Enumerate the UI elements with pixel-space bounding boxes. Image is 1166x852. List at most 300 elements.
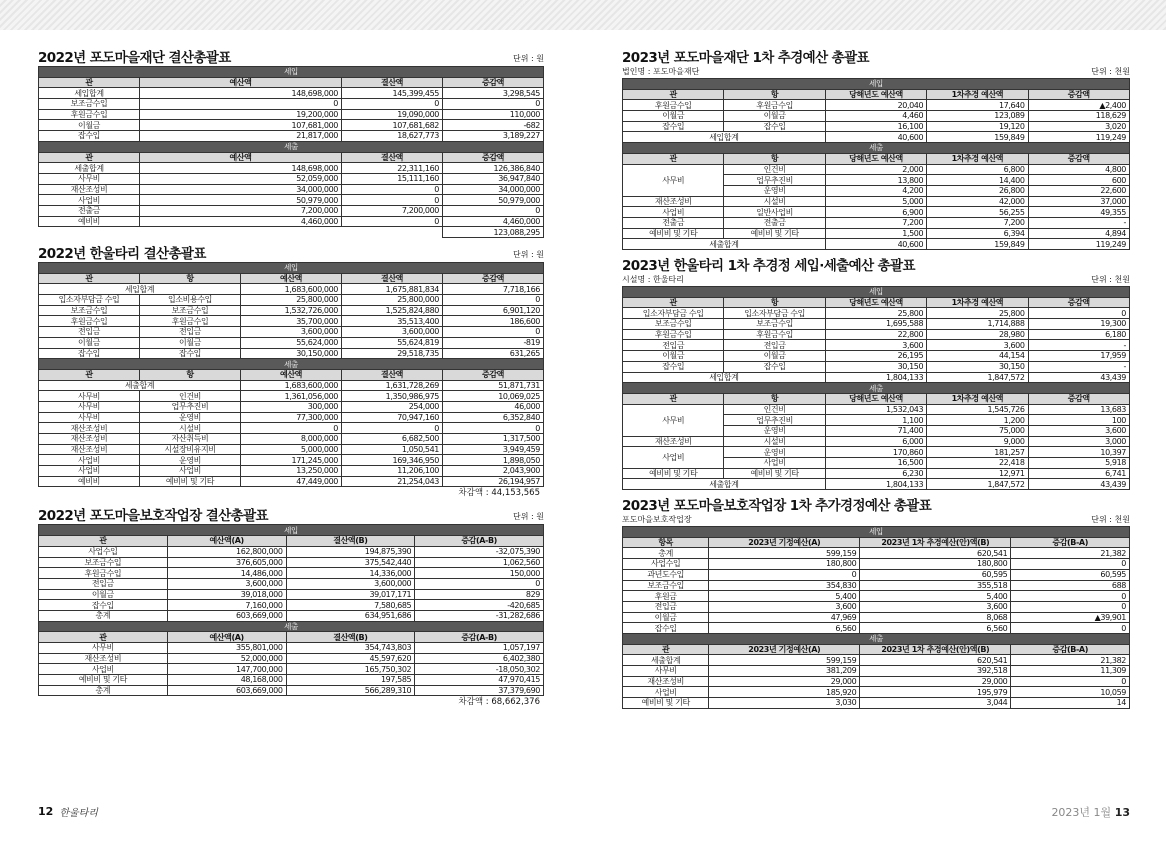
table-cell: 0 bbox=[443, 295, 544, 306]
column-header: 증감(A-B) bbox=[415, 632, 544, 643]
table-cell: 60,595 bbox=[1011, 569, 1130, 580]
table-row bbox=[623, 228, 1130, 239]
table-cell: - bbox=[1028, 361, 1129, 372]
table-cell: 후원금수입 bbox=[39, 109, 140, 120]
hanultari-logo: 한울타리 bbox=[59, 808, 98, 819]
column-header: 관 bbox=[623, 153, 724, 164]
table-cell: 9,000 bbox=[927, 436, 1028, 447]
table-cell: 48,168,000 bbox=[167, 675, 286, 686]
table-cell: 7,580,685 bbox=[286, 600, 415, 611]
table-cell: 40,600 bbox=[825, 132, 926, 143]
table-row bbox=[39, 337, 544, 348]
table-cell: 10,059 bbox=[1011, 687, 1130, 698]
table-cell: 사무비 bbox=[39, 643, 168, 654]
table-cell: 13,683 bbox=[1028, 404, 1129, 415]
table-cell: 예비비 및 기타 bbox=[623, 698, 709, 709]
table-cell: 사업수입 bbox=[39, 546, 168, 557]
table-cell: 사업비 bbox=[623, 447, 724, 468]
band-cell: 세입 bbox=[623, 79, 1130, 90]
table-cell: 7,200,000 bbox=[342, 205, 443, 216]
table-cell: - bbox=[1028, 217, 1129, 228]
table-cell: 재산조성비 bbox=[39, 444, 140, 455]
table-cell: 186,600 bbox=[443, 316, 544, 327]
table-cell: 107,681,000 bbox=[140, 120, 342, 131]
table-cell: 26,195 bbox=[825, 351, 926, 362]
table-cell: 7,200,000 bbox=[140, 205, 342, 216]
table-cell: 71,400 bbox=[825, 425, 926, 436]
institution-label: 포도마을보호작업장 bbox=[622, 515, 692, 525]
table-cell: 보조금수입 bbox=[623, 580, 709, 591]
table-cell: 603,669,000 bbox=[167, 610, 286, 621]
table-cell: 42,000 bbox=[927, 196, 1028, 207]
table-cell: 0 bbox=[1011, 559, 1130, 570]
table-cell: 354,743,803 bbox=[286, 643, 415, 654]
table-row bbox=[39, 284, 544, 295]
table-cell: 세입합계 bbox=[39, 88, 140, 99]
section-band-row bbox=[623, 633, 1130, 644]
table-cell: 6,000 bbox=[825, 436, 926, 447]
table-cell: 22,800 bbox=[825, 329, 926, 340]
table-cell: 0 bbox=[1028, 308, 1129, 319]
column-header: 예산액(A) bbox=[167, 632, 286, 643]
table-cell: 100 bbox=[1028, 415, 1129, 426]
table-row bbox=[39, 88, 544, 99]
table-cell: 355,801,000 bbox=[167, 643, 286, 654]
table-cell: 3,600 bbox=[860, 601, 1011, 612]
table-cell: 60,595 bbox=[860, 569, 1011, 580]
table-cell: 보조금수입 bbox=[623, 319, 724, 330]
table-row bbox=[39, 675, 544, 686]
table-cell: 운영비 bbox=[724, 425, 825, 436]
table-cell: 6,741 bbox=[1028, 468, 1129, 479]
band-cell: 세출 bbox=[39, 141, 544, 152]
table-cell: 0 bbox=[342, 216, 443, 227]
table-cell: 147,700,000 bbox=[167, 664, 286, 675]
table-cell: 392,518 bbox=[860, 666, 1011, 677]
unit-label: 단위 : 원 bbox=[513, 54, 544, 63]
table-cell: 1,675,881,834 bbox=[342, 284, 443, 295]
table-cell: 254,000 bbox=[342, 401, 443, 412]
table-cell: 사무비 bbox=[39, 173, 140, 184]
table-row bbox=[623, 111, 1130, 122]
table-cell: 입소자부담금 수입 bbox=[724, 308, 825, 319]
table-cell: 예비비 및 기타 bbox=[39, 675, 168, 686]
table-cell: 123,088,295 bbox=[443, 227, 544, 238]
section-meta-row bbox=[622, 274, 1130, 286]
table-cell: 예비비 및 기타 bbox=[724, 468, 825, 479]
column-header: 1차추경 예산액 bbox=[927, 393, 1028, 404]
table-cell: 6,900 bbox=[825, 207, 926, 218]
header-row bbox=[623, 393, 1130, 404]
band-cell: 세출 bbox=[623, 633, 1130, 644]
table-cell: 55,624,000 bbox=[241, 337, 342, 348]
section-band-row bbox=[39, 141, 544, 152]
table-cell: 예비비 및 기타 bbox=[623, 468, 724, 479]
section-title: 2022년 포도마을재단 결산총괄표 bbox=[38, 50, 231, 66]
table-cell: 0 bbox=[443, 99, 544, 110]
table-row bbox=[623, 308, 1130, 319]
table-cell: 잡수입 bbox=[39, 600, 168, 611]
table-row bbox=[623, 569, 1130, 580]
table-cell: 30,150 bbox=[825, 361, 926, 372]
table-cell: 4,460,000 bbox=[443, 216, 544, 227]
table-cell: 22,311,160 bbox=[342, 163, 443, 174]
table-cell: 634,951,686 bbox=[286, 610, 415, 621]
section-title: 2023년 포도마을보호작업장 1차 추가경정예산 총괄표 bbox=[622, 498, 932, 515]
table-row bbox=[39, 412, 544, 423]
table-row bbox=[39, 423, 544, 434]
table-cell: 4,200 bbox=[825, 185, 926, 196]
column-header: 증감액 bbox=[1028, 89, 1129, 100]
table-row bbox=[623, 217, 1130, 228]
column-header: 1차추경 예산액 bbox=[927, 297, 1028, 308]
table-cell: 세출합계 bbox=[623, 655, 709, 666]
column-header: 항 bbox=[724, 393, 825, 404]
band-cell: 세입 bbox=[623, 287, 1130, 298]
table-cell: 1,050,541 bbox=[342, 444, 443, 455]
table-cell: 6,560 bbox=[860, 623, 1011, 634]
table-cell: 829 bbox=[415, 589, 544, 600]
unit-label: 단위 : 원 bbox=[513, 512, 544, 522]
table-cell: 1,525,824,880 bbox=[342, 305, 443, 316]
table-cell: 126,386,840 bbox=[443, 163, 544, 174]
table-cell: 인건비 bbox=[724, 164, 825, 175]
header-row bbox=[39, 77, 544, 88]
table-row bbox=[623, 623, 1130, 634]
table-cell: 123,089 bbox=[927, 111, 1028, 122]
table-cell: 19,200,000 bbox=[140, 109, 342, 120]
table-cell: 14 bbox=[1011, 698, 1130, 709]
table-cell: 6,901,120 bbox=[443, 305, 544, 316]
table-row bbox=[39, 568, 544, 579]
table-cell: 사업비 bbox=[39, 195, 140, 206]
table-cell: 0 bbox=[443, 205, 544, 216]
section-band-row bbox=[623, 527, 1130, 538]
table-cell: 이월금 bbox=[724, 111, 825, 122]
table-row bbox=[39, 455, 544, 466]
table-cell: 보조금수입 bbox=[140, 305, 241, 316]
table-row bbox=[39, 653, 544, 664]
table-row bbox=[623, 687, 1130, 698]
column-header: 2023년 기정예산(A) bbox=[709, 537, 860, 548]
table-cell: 세입합계 bbox=[623, 372, 826, 383]
table-cell: 40,600 bbox=[825, 239, 926, 250]
table-cell: 6,180 bbox=[1028, 329, 1129, 340]
table-cell: 잡수입 bbox=[623, 623, 709, 634]
table-cell: 사무비 bbox=[39, 391, 140, 402]
left-page-footer bbox=[38, 804, 98, 819]
table-cell: 1,100 bbox=[825, 415, 926, 426]
column-header: 2023년 1차 추경예산(안)액(B) bbox=[860, 644, 1011, 655]
table-row bbox=[39, 163, 544, 174]
column-header: 증감액 bbox=[1028, 297, 1129, 308]
table-cell: 21,254,043 bbox=[342, 476, 443, 487]
table-cell: 0 bbox=[443, 327, 544, 338]
section-title: 2023년 한울타리 1차 추경정 세입·세출예산 총괄표 bbox=[622, 258, 915, 274]
table-row bbox=[623, 612, 1130, 623]
table-cell: 26,800 bbox=[927, 185, 1028, 196]
column-header: 예산액 bbox=[241, 369, 342, 380]
table-cell: -18,050,302 bbox=[415, 664, 544, 675]
table-cell: 전출금 bbox=[623, 217, 724, 228]
section-meta-row bbox=[622, 514, 1130, 526]
column-header: 당해년도 예산액 bbox=[825, 153, 926, 164]
section-title-row bbox=[38, 240, 544, 262]
table-cell: 6,394 bbox=[927, 228, 1028, 239]
table-cell: 1,683,600,000 bbox=[241, 284, 342, 295]
table-row bbox=[39, 173, 544, 184]
table-cell: 3,044 bbox=[860, 698, 1011, 709]
column-header: 당해년도 예산액 bbox=[825, 89, 926, 100]
table-cell: 예비비 bbox=[39, 216, 140, 227]
table-cell: 이월금 bbox=[39, 120, 140, 131]
table-cell: 6,800 bbox=[927, 164, 1028, 175]
table-cell: 6,230 bbox=[825, 468, 926, 479]
table-cell: 19,090,000 bbox=[342, 109, 443, 120]
column-header: 1차추경 예산액 bbox=[927, 89, 1028, 100]
column-header: 예산액(A) bbox=[167, 536, 286, 547]
table-row bbox=[623, 580, 1130, 591]
table-cell: 이월금 bbox=[623, 111, 724, 122]
header-row bbox=[623, 537, 1130, 548]
section-band-row bbox=[623, 79, 1130, 90]
table-cell: 4,460 bbox=[825, 111, 926, 122]
table-cell: 0 bbox=[342, 423, 443, 434]
right-page-column bbox=[622, 44, 1130, 711]
table-cell: 22,418 bbox=[927, 458, 1028, 469]
column-header: 항목 bbox=[623, 537, 709, 548]
table-cell: 전출금 bbox=[39, 205, 140, 216]
table-cell: 예비비 및 기타 bbox=[140, 476, 241, 487]
column-header: 예산액 bbox=[140, 77, 342, 88]
table-cell: 16,500 bbox=[825, 458, 926, 469]
table-cell: 51,871,731 bbox=[443, 380, 544, 391]
column-header: 증감액 bbox=[443, 77, 544, 88]
table-row bbox=[39, 348, 544, 359]
table-cell: 5,000 bbox=[825, 196, 926, 207]
table-row bbox=[623, 404, 1130, 415]
table-cell: 재산조성비 bbox=[623, 676, 709, 687]
table-cell: 52,059,000 bbox=[140, 173, 342, 184]
table-cell: 사업비 bbox=[39, 664, 168, 675]
table-row bbox=[623, 164, 1130, 175]
table-row bbox=[39, 444, 544, 455]
table-cell: 688 bbox=[1011, 580, 1130, 591]
table-cell: 107,681,682 bbox=[342, 120, 443, 131]
table-cell: 업무추진비 bbox=[724, 175, 825, 186]
table-cell: 34,000,000 bbox=[140, 184, 342, 195]
table-cell: 12,971 bbox=[927, 468, 1028, 479]
table-cell: 28,980 bbox=[927, 329, 1028, 340]
budget-section bbox=[38, 44, 544, 238]
header-row bbox=[623, 89, 1130, 100]
table-cell: 1,350,986,975 bbox=[342, 391, 443, 402]
table-cell: 19,300 bbox=[1028, 319, 1129, 330]
table-cell: 47,969 bbox=[709, 612, 860, 623]
budget-table bbox=[38, 262, 544, 487]
table-cell: 예비비 bbox=[39, 476, 140, 487]
section-band-row bbox=[39, 525, 544, 536]
table-cell: 34,000,000 bbox=[443, 184, 544, 195]
table-cell: 603,669,000 bbox=[167, 685, 286, 696]
table-cell: 세출합계 bbox=[39, 163, 140, 174]
table-cell: 운영비 bbox=[724, 447, 825, 458]
table-cell: 사업비 bbox=[724, 458, 825, 469]
table-row bbox=[623, 372, 1130, 383]
table-cell: 사업비 bbox=[623, 687, 709, 698]
budget-table bbox=[622, 286, 1130, 490]
table-row bbox=[39, 305, 544, 316]
table-cell: 예비비 및 기타 bbox=[623, 228, 724, 239]
table-row bbox=[623, 436, 1130, 447]
budget-table bbox=[622, 78, 1130, 250]
table-cell: 119,249 bbox=[1028, 239, 1129, 250]
table-cell: 37,000 bbox=[1028, 196, 1129, 207]
band-cell: 세출 bbox=[623, 143, 1130, 154]
table-cell: 잡수입 bbox=[140, 348, 241, 359]
table-cell: 사업수입 bbox=[623, 559, 709, 570]
table-cell: 29,518,735 bbox=[342, 348, 443, 359]
column-header: 결산액(B) bbox=[286, 632, 415, 643]
table-cell: 후원금수입 bbox=[140, 316, 241, 327]
table-row bbox=[39, 546, 544, 557]
table-row bbox=[39, 120, 544, 131]
table-cell: 21,817,000 bbox=[140, 131, 342, 142]
unit-label: 단위 : 원 bbox=[513, 250, 544, 259]
table-cell: 3,000 bbox=[1028, 436, 1129, 447]
table-cell: 1,631,728,269 bbox=[342, 380, 443, 391]
budget-table bbox=[38, 66, 544, 238]
table-cell: 운영비 bbox=[724, 185, 825, 196]
table-cell: 전입금 bbox=[140, 327, 241, 338]
table-cell: 26,194,957 bbox=[443, 476, 544, 487]
table-row bbox=[39, 434, 544, 445]
table-row bbox=[39, 131, 544, 142]
table-cell: 162,800,000 bbox=[167, 546, 286, 557]
table-cell: 181,257 bbox=[927, 447, 1028, 458]
column-header: 결산액 bbox=[342, 77, 443, 88]
table-row bbox=[39, 401, 544, 412]
table-cell: 5,000,000 bbox=[241, 444, 342, 455]
table-cell: 29,000 bbox=[860, 676, 1011, 687]
table-cell: 자산취득비 bbox=[140, 434, 241, 445]
budget-section bbox=[622, 492, 1130, 709]
column-header: 2023년 기정예산(A) bbox=[709, 644, 860, 655]
table-row bbox=[623, 207, 1130, 218]
table-cell: 180,800 bbox=[709, 559, 860, 570]
table-cell: 10,397 bbox=[1028, 447, 1129, 458]
table-cell: 1,695,588 bbox=[825, 319, 926, 330]
table-cell: 1,532,726,000 bbox=[241, 305, 342, 316]
column-header: 1차추경 예산액 bbox=[927, 153, 1028, 164]
table-cell: 보조금수입 bbox=[39, 557, 168, 568]
column-header: 관 bbox=[623, 89, 724, 100]
header-row bbox=[39, 369, 544, 380]
table-cell: 4,800 bbox=[1028, 164, 1129, 175]
section-band-row bbox=[39, 263, 544, 274]
table-cell: 1,898,050 bbox=[443, 455, 544, 466]
band-cell: 세입 bbox=[39, 525, 544, 536]
table-cell: 2,000 bbox=[825, 164, 926, 175]
table-cell: 376,605,000 bbox=[167, 557, 286, 568]
table-cell: 4,460,000 bbox=[140, 216, 342, 227]
column-header: 증감(A-B) bbox=[415, 536, 544, 547]
table-cell bbox=[39, 227, 443, 238]
table-cell: 180,800 bbox=[860, 559, 1011, 570]
column-header: 예산액 bbox=[140, 152, 342, 163]
table-cell: 43,439 bbox=[1028, 479, 1129, 490]
table-cell: 169,346,950 bbox=[342, 455, 443, 466]
table-cell: 8,000,000 bbox=[241, 434, 342, 445]
table-cell: 사무비 bbox=[623, 404, 724, 436]
table-cell: 3,030 bbox=[709, 698, 860, 709]
section-title-row bbox=[622, 252, 1130, 274]
section-title-row bbox=[622, 44, 1130, 66]
unit-label: 단위 : 천원 bbox=[1091, 275, 1130, 284]
table-cell: 17,959 bbox=[1028, 351, 1129, 362]
column-header: 증감액 bbox=[443, 152, 544, 163]
table-cell: 후원금수입 bbox=[39, 568, 168, 579]
section-band-row bbox=[623, 143, 1130, 154]
table-cell: 과년도수입 bbox=[623, 569, 709, 580]
table-cell: 전입금 bbox=[39, 578, 168, 589]
header-row bbox=[39, 632, 544, 643]
table-cell: 1,847,572 bbox=[927, 372, 1028, 383]
column-header: 관 bbox=[39, 152, 140, 163]
table-cell: 5,400 bbox=[860, 591, 1011, 602]
issue-date: 2023년 1월 bbox=[1051, 806, 1112, 819]
column-header: 당해년도 예산액 bbox=[825, 393, 926, 404]
table-cell: 599,159 bbox=[709, 548, 860, 559]
table-cell: 0 bbox=[140, 99, 342, 110]
table-cell: 3,600,000 bbox=[241, 327, 342, 338]
table-cell: 0 bbox=[709, 569, 860, 580]
table-cell: 1,057,197 bbox=[415, 643, 544, 654]
table-cell: 재산조성비 bbox=[39, 653, 168, 664]
table-cell: 업무추진비 bbox=[724, 415, 825, 426]
table-cell: 39,017,171 bbox=[286, 589, 415, 600]
table-cell: 사무비 bbox=[39, 401, 140, 412]
table-row bbox=[623, 121, 1130, 132]
table-row bbox=[39, 205, 544, 216]
table-cell: 566,289,310 bbox=[286, 685, 415, 696]
difference-note: 차감액 : 68,662,376 bbox=[458, 697, 540, 708]
table-row bbox=[623, 666, 1130, 677]
table-cell: 118,629 bbox=[1028, 111, 1129, 122]
table-cell: 3,600,000 bbox=[342, 327, 443, 338]
table-cell: 20,040 bbox=[825, 100, 926, 111]
table-cell: 입소비용수입 bbox=[140, 295, 241, 306]
column-header: 관 bbox=[623, 393, 724, 404]
table-cell: 3,600 bbox=[825, 340, 926, 351]
table-cell: 46,000 bbox=[443, 401, 544, 412]
table-cell: 197,585 bbox=[286, 675, 415, 686]
section-title: 2022년 한울타리 결산총괄표 bbox=[38, 246, 206, 262]
band-cell: 세입 bbox=[39, 67, 544, 78]
table-cell: 잡수입 bbox=[724, 361, 825, 372]
table-cell: 3,600 bbox=[709, 601, 860, 612]
table-cell: 22,600 bbox=[1028, 185, 1129, 196]
table-cell: 후원금수입 bbox=[724, 100, 825, 111]
column-header: 2023년 1차 추경예산(안)액(B) bbox=[860, 537, 1011, 548]
table-row bbox=[623, 100, 1130, 111]
section-title-row bbox=[38, 44, 544, 66]
difference-note: 차감액 : 44,153,565 bbox=[458, 488, 540, 499]
table-row bbox=[623, 132, 1130, 143]
table-cell: 사무비 bbox=[623, 164, 724, 196]
table-cell: 세출합계 bbox=[39, 380, 241, 391]
table-cell: 37,379,690 bbox=[415, 685, 544, 696]
